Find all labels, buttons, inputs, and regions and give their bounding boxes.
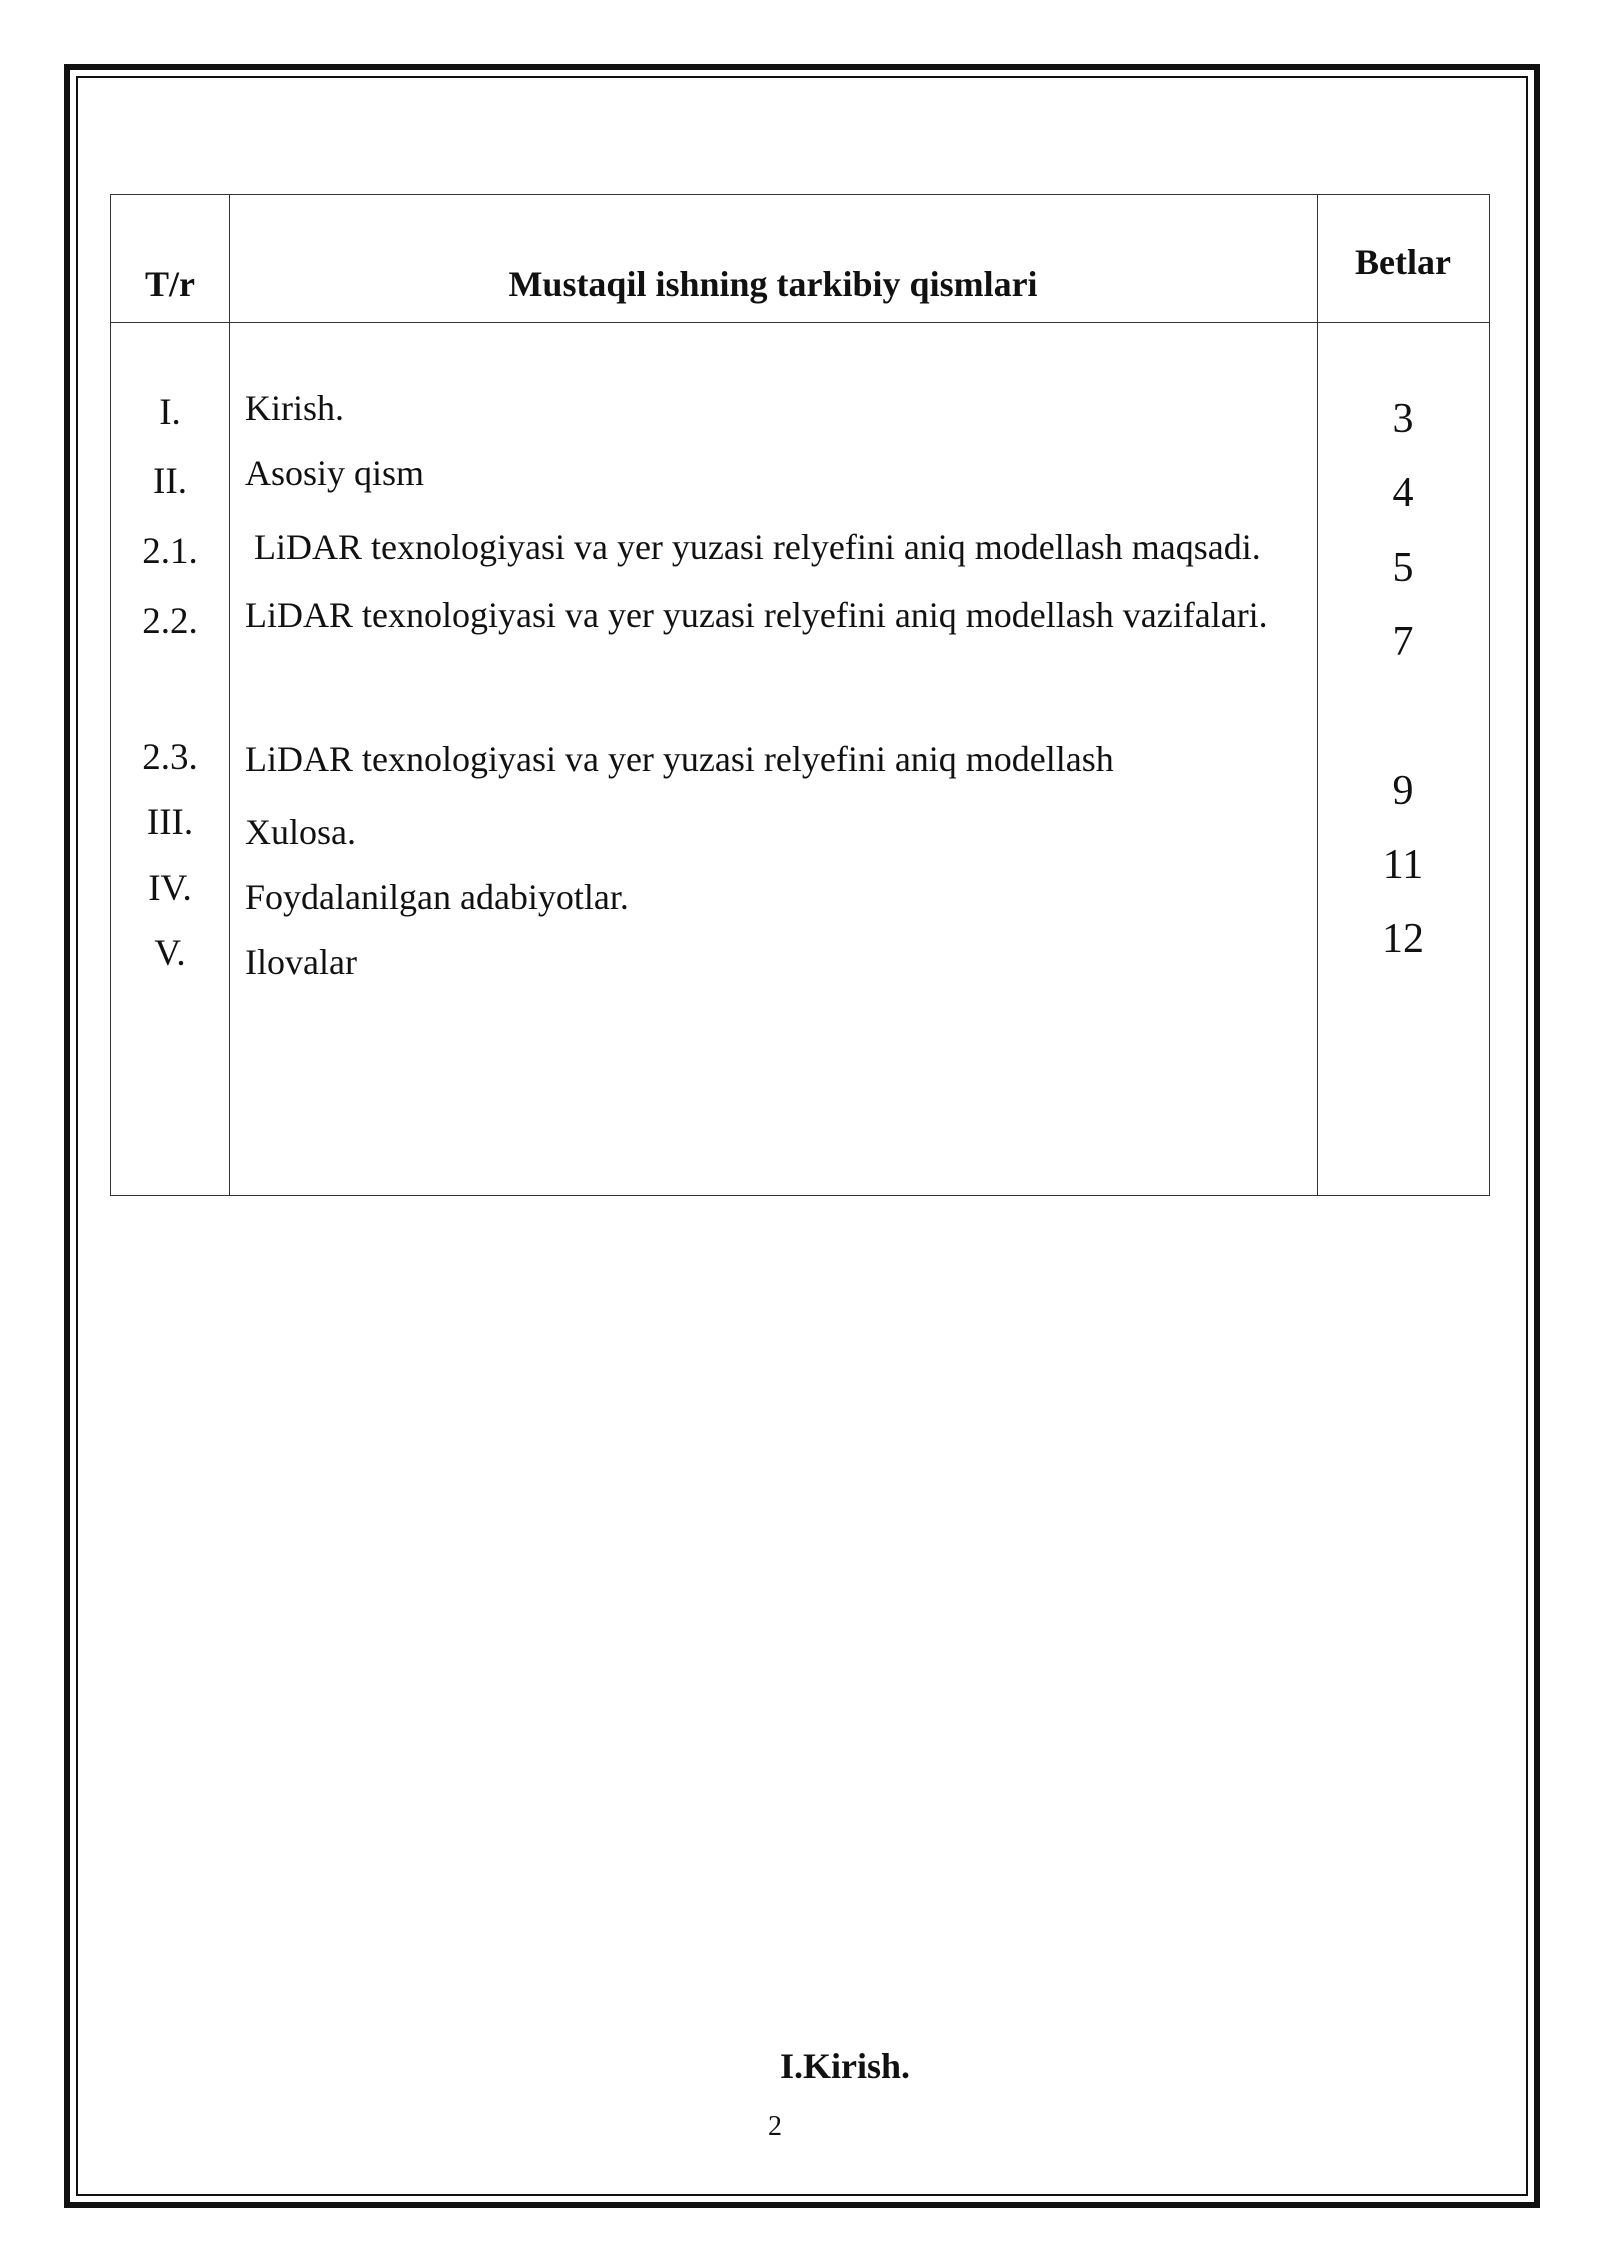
toc-page: 5	[1392, 545, 1414, 591]
toc-number: II.	[153, 461, 187, 502]
toc-item: LiDAR texnologiyasi va yer yuzasi relyefini aniq modellash vazifalari.	[245, 595, 1268, 635]
toc-page: 12	[1382, 916, 1424, 962]
toc-page: 11	[1382, 842, 1424, 888]
toc-number: I.	[159, 392, 181, 433]
toc-page: 3	[1392, 396, 1414, 442]
table-of-contents	[110, 194, 1490, 1196]
page-number: 2	[768, 2111, 782, 2142]
toc-item: Ilovalar	[245, 942, 357, 982]
toc-number: IV.	[148, 868, 192, 909]
header-pages: Betlar	[1355, 242, 1451, 282]
column-divider	[1317, 195, 1318, 1195]
toc-number: 2.2.	[142, 601, 198, 642]
toc-item: Kirish.	[245, 388, 344, 428]
header-number: T/r	[145, 264, 195, 304]
toc-item: LiDAR texnologiyasi va yer yuzasi relyefini aniq modellash maqsadi.	[245, 527, 1261, 567]
section-heading: I.Kirish.	[779, 2046, 911, 2086]
toc-item: LiDAR texnologiyasi va yer yuzasi relyefini aniq modellash	[245, 739, 1114, 779]
toc-page: 9	[1392, 768, 1414, 814]
toc-page: 7	[1392, 619, 1414, 665]
column-divider	[229, 195, 230, 1195]
header-title: Mustaqil ishning tarkibiy qismlari	[508, 264, 1038, 304]
toc-item: Foydalanilgan adabiyotlar.	[245, 877, 629, 917]
header-divider	[111, 322, 1489, 323]
toc-page: 4	[1392, 470, 1414, 516]
toc-number: V.	[154, 933, 186, 974]
toc-number: 2.1.	[142, 531, 198, 572]
toc-item: Xulosa.	[245, 812, 356, 852]
toc-item: Asosiy qism	[245, 453, 425, 493]
toc-number: 2.3.	[142, 737, 198, 778]
toc-number: III.	[146, 802, 194, 843]
